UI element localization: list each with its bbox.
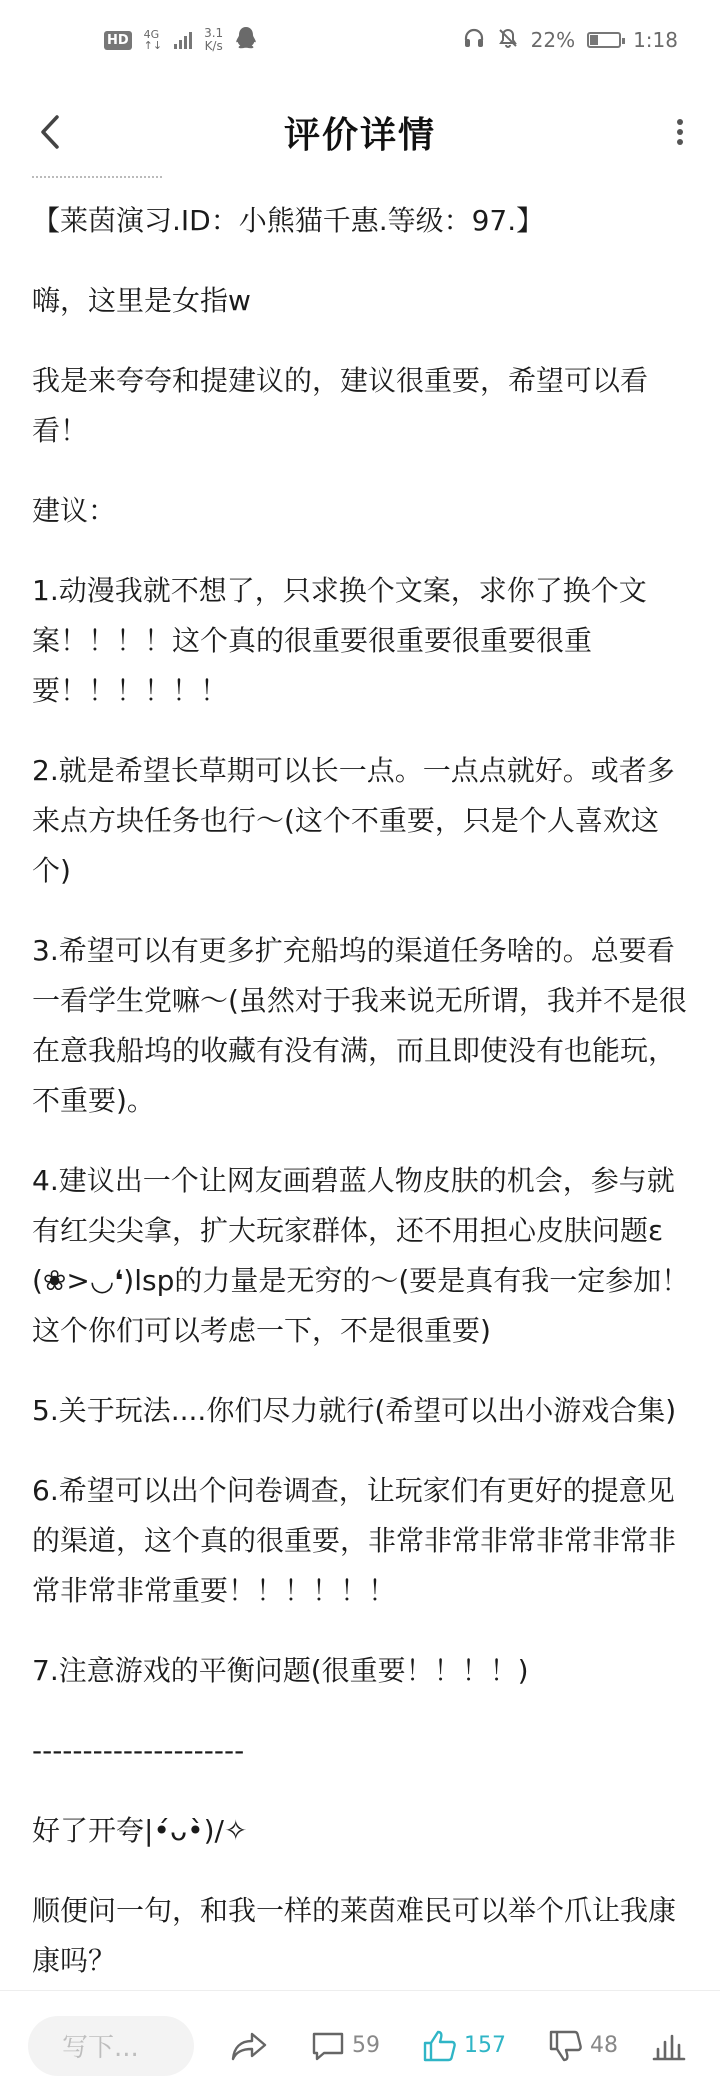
app-header	[0, 80, 720, 184]
review-paragraph: 【莱茵演习.ID：小熊猫千惠.等级：97.】	[32, 204, 545, 237]
review-paragraph: 2.就是希望长草期可以长一点。一点点就好。或者多来点方块任务也行～(这个不重要，只是个人喜欢这个)	[32, 754, 675, 887]
comment-input[interactable]: 写下...	[28, 2016, 194, 2076]
review-paragraph: 4.建议出一个让网友画碧蓝人物皮肤的机会，参与就有红尖尖拿，扩大玩家群体，还不用担心皮肤问题ε(❀>◡❛)lsp的力量是无穷的～(要是真有我一定参加！这个你们可以考虑一下，不是很重要)	[32, 1164, 690, 1347]
signal-icon	[174, 31, 192, 49]
network-speed-value: 3.1	[204, 26, 224, 40]
review-paragraph: 我是来夸夸和提建议的，建议很重要，希望可以看看！	[32, 364, 649, 447]
review-paragraph: 好了开夸|•́ᴗ•̀)/✧	[32, 1814, 248, 1847]
more-options-button[interactable]	[664, 110, 696, 154]
likes-count: 157	[464, 2033, 506, 2058]
stats-button[interactable]	[652, 2031, 686, 2061]
clock: 1:18	[633, 28, 678, 52]
bottom-action-bar	[0, 1990, 720, 2100]
review-paragraph: 5.关于玩法....你们尽力就行(希望可以出小游戏合集)	[32, 1394, 677, 1427]
battery-icon	[587, 32, 621, 48]
mute-bell-icon	[497, 27, 519, 54]
dislike-button[interactable]	[548, 2029, 618, 2063]
page-title: 评价详情	[283, 114, 436, 156]
status-bar	[0, 0, 720, 80]
comments-count: 59	[352, 2033, 380, 2058]
review-paragraph: 顺便问一句，和我一样的莱茵难民可以举个爪让我康康吗？	[32, 1894, 677, 1977]
like-button[interactable]	[422, 2029, 506, 2063]
status-right	[463, 27, 678, 54]
more-vertical-icon	[676, 118, 684, 146]
battery-percent: 22%	[530, 28, 576, 52]
review-paragraph: 嗨，这里是女指w	[32, 284, 251, 317]
back-button[interactable]	[30, 110, 70, 154]
review-paragraph: 3.希望可以有更多扩充船坞的渠道任务啥的。总要看一看学生党嘛～(虽然对于我来说无所谓，我并不是很在意我船坞的收藏有没有满，而且即使没有也能玩，不重要)。	[32, 934, 687, 1117]
network-arrows: ↑↓	[143, 39, 163, 52]
qq-icon	[235, 26, 257, 55]
share-button[interactable]	[230, 2030, 268, 2062]
dislikes-count: 48	[590, 2033, 618, 2058]
network-type	[144, 29, 162, 51]
review-paragraph: 7.注意游戏的平衡问题(很重要！！！！)	[32, 1654, 529, 1687]
thumbs-up-icon	[422, 2029, 458, 2063]
comment-icon	[310, 2030, 346, 2062]
header-divider	[32, 176, 162, 178]
bar-chart-icon	[652, 2031, 686, 2061]
status-left	[104, 26, 257, 55]
review-paragraph: 1.动漫我就不想了，只求换个文案，求你了换个文案！！！！这个真的很重要很重要很重要很重要！！！！！！	[32, 574, 647, 707]
network-speed	[204, 27, 223, 53]
review-paragraph: 6.希望可以出个问卷调查，让玩家们有更好的提意见的渠道，这个真的很重要，非常非常非常非常非常非常非常非常重要！！！！！！	[32, 1474, 677, 1607]
hd-badge: HD	[104, 31, 132, 50]
network-speed-unit: K/s	[204, 39, 223, 53]
share-icon	[230, 2030, 268, 2062]
separator-line: ---------------------	[32, 1734, 245, 1767]
chevron-left-icon	[39, 114, 61, 150]
comments-button[interactable]	[310, 2030, 380, 2062]
review-content	[32, 196, 692, 1986]
network-label: 4G	[143, 28, 160, 41]
review-paragraph: 建议：	[32, 494, 117, 527]
thumbs-down-icon	[548, 2029, 584, 2063]
headset-icon	[463, 27, 485, 54]
